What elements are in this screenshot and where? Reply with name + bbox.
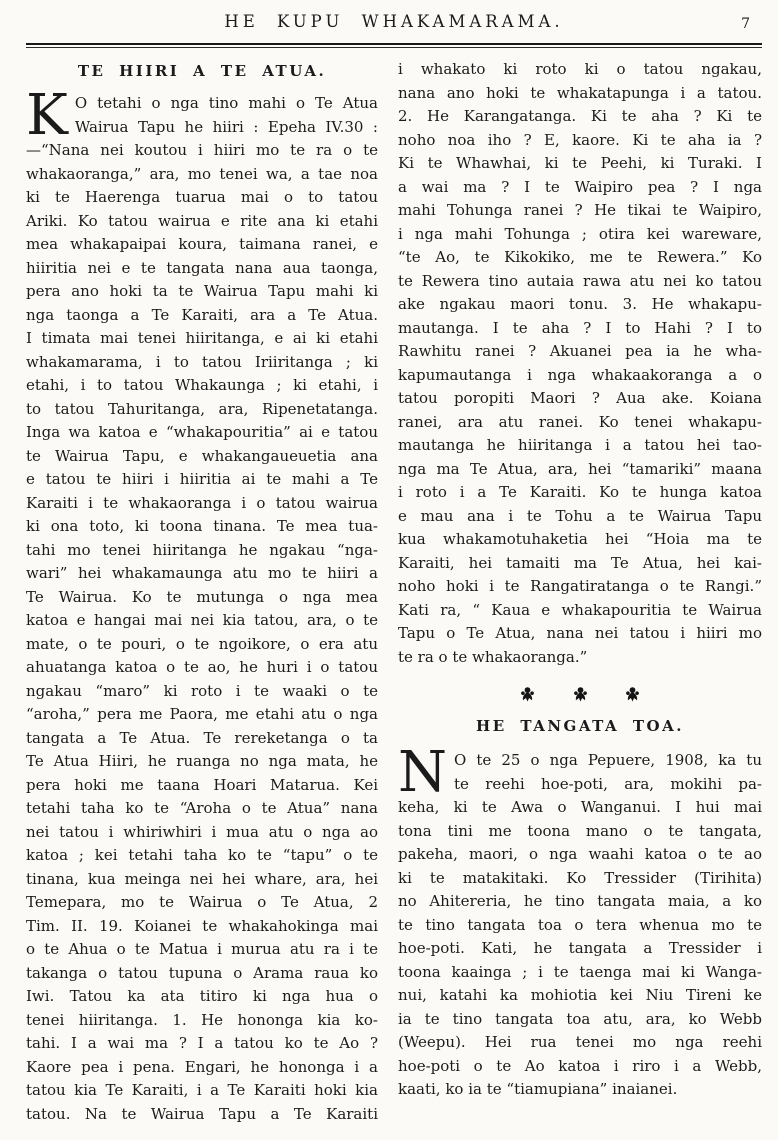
text-line: takanga o tatou tupuna o Arama raua ko (26, 963, 378, 982)
text-line: nei tatou i whiriwhiri i mua atu o nga ao (26, 822, 378, 841)
text-line: ahuatanga katoa o te ao, he huri i o tatou (26, 658, 378, 676)
text-line: 2. He Karangatanga. Ki te aha ? Ki te (398, 107, 762, 125)
text-line: ia te tino tangata toa atu, ara, ko Webb (398, 1009, 762, 1028)
right-column-article1-lines (398, 58, 762, 669)
right-column (398, 58, 762, 1126)
text-line: noho noa iho ? E, kaore. Ki te aha ia ? (398, 130, 762, 149)
text-line: kapumautanga i nga whakaakoranga a o (398, 365, 762, 384)
article-body-te-hiiri (26, 83, 378, 1126)
text-line: tona tini me toona mano o te tangata, (398, 821, 762, 840)
two-column-body (26, 58, 762, 1126)
text-line: tangata a Te Atua. Te rereketanga o ta (26, 728, 378, 747)
text-line: Iwi. Tatou ka ata titiro ki nga hua o (26, 987, 378, 1005)
text-line: katoa e hangai mai nei kia tatou, ara, o te (26, 611, 378, 629)
text-line: Te Atua Hiiri, he ruanga no nga mata, he (26, 752, 378, 770)
text-line: Kaore pea i pena. Engari, he hononga i a (26, 1057, 378, 1076)
text-line: mate, o te pouri, o te ngoikore, o era atu (26, 634, 378, 653)
text-line: e mau ana i te Tohu a te Wairua Tapu (398, 506, 762, 525)
text-line: te tino tangata toa o tera whenua mo te (398, 915, 762, 934)
text-line: noho hoki i te Rangatiratanga o te Rangi.” (398, 577, 762, 595)
text-line: te reehi hoe-poti, ara, mokihi pa- (454, 774, 762, 793)
text-line: ki te matakitaki. Ko Tressider (Tirihita) (398, 868, 762, 887)
fleuron-ornament-icon (519, 686, 536, 705)
text-line: pera ano hoki ta te Wairua Tapu mahi ki (26, 282, 378, 300)
text-line: etahi, i to tatou Whakaunga ; ki etahi, i (26, 376, 378, 394)
text-line: i nga mahi Tohunga ; otira kei wareware, (398, 224, 762, 243)
text-line: Karaiti, hei tamaiti ma Te Atua, hei kai- (398, 553, 762, 572)
text-line: nga taonga a Te Karaiti, ara a Te Atua. (26, 305, 378, 324)
text-line: nui, katahi ka mohiotia kei Niu Tireni ke (398, 986, 762, 1004)
text-line: hoe-poti o te Ao katoa i riro i a Webb, (398, 1056, 762, 1075)
text-line: Ki te Whawhai, ki te Peehi, ki Turaki. I (398, 154, 762, 172)
text-line: i roto i a Te Karaiti. Ko te hunga katoa (398, 483, 762, 501)
drop-cap-k: K (26, 83, 68, 148)
text-line: kaati, ko ia te “tiamupiana” inaianei. (398, 1080, 678, 1098)
text-line: kua whakamotuhaketia hei “Hoia ma te (398, 530, 762, 548)
text-line: whakamarama, i to tatou Iriiritanga ; ki (26, 352, 378, 371)
page-title: HE KUPU WHAKAMARAMA. (224, 12, 564, 31)
text-line: Inga wa katoa e “whakapouritia” ai e tatou (26, 423, 378, 441)
text-line: ake ngakau maori tonu. 3. He whakapu- (398, 295, 762, 313)
text-line: tatou. Na te Wairua Tapu a Te Karaiti (26, 1104, 378, 1123)
text-line: te ra o te whakaoranga.” (398, 647, 588, 666)
left-column (26, 58, 378, 1126)
text-line: I timata mai tenei hiiritanga, e ai ki etahi (26, 329, 378, 347)
article-body-te-hiiri-continued (398, 58, 762, 669)
text-line: mahi Tohunga ranei ? He tikai te Waipiro, (398, 201, 762, 219)
text-line: O te 25 o nga Pepuere, 1908, ka tu (454, 751, 762, 769)
fleuron-ornament-icon (572, 686, 589, 705)
text-line: O tetahi o nga tino mahi o Te Atua (74, 94, 378, 112)
text-line: tenei hiiritanga. 1. He hononga kia ko- (26, 1010, 378, 1029)
text-line: Karaiti i te whakaoranga i o tatou wairua (26, 493, 378, 512)
right-column-article2-lines (398, 740, 762, 1102)
page-number: 7 (741, 16, 750, 32)
text-line: mautanga. I te aha ? I to Hahi ? I to (398, 318, 762, 337)
text-line: tinana, kua meinga nei hei whare, ara, hei (26, 869, 378, 888)
text-line: ranei, ara atu ranei. Ko tenei whakapu- (398, 412, 762, 431)
text-line: i whakato ki roto ki o tatou ngakau, (398, 60, 762, 78)
fleuron-ornament-icon (624, 686, 641, 705)
text-line: Te Wairua. Ko te mutunga o nga mea (26, 587, 378, 606)
text-line: Tim. II. 19. Koianei te whakahokinga mai (26, 916, 378, 935)
text-line: tatou poropiti Maori ? Aua ake. Koiana (398, 389, 762, 407)
text-line: pakeha, maori, o nga waahi katoa o te ao (398, 845, 762, 863)
text-line: (Weepu). Hei rua tenei mo nga reehi (398, 1033, 762, 1051)
header-rule (26, 43, 762, 48)
left-column-lines (26, 83, 378, 1126)
text-line: ngakau “maro” ki roto i te waaki o te (26, 681, 378, 700)
article-heading-te-hiiri-a-te-atua: TE HIIRI A TE ATUA. (77, 62, 327, 80)
text-line: keha, ki te Awa o Wanganui. I hui mai (398, 798, 762, 816)
text-line: nana ano hoki te whakatapunga i a tatou. (398, 83, 762, 102)
text-line: whakaoranga,” ara, mo tenei wa, a tae noa (26, 164, 378, 183)
text-line: a wai ma ? I te Waipiro pea ? I nga (398, 177, 762, 196)
text-line: pera hoki me taana Hoari Matarua. Kei (26, 775, 378, 794)
header-rule-thick (26, 43, 762, 45)
text-line: Tapu o Te Atua, nana nei tatou i hiiri mo (398, 624, 762, 642)
text-line: “aroha,” pera me Paora, me etahi atu o nga (26, 705, 378, 723)
text-line: mautanga he hiiritanga i a tatou hei tao- (398, 436, 762, 454)
text-line: ki te Haerenga tuarua mai o to tatou (26, 188, 378, 206)
text-line: tahi. I a wai ma ? I a tatou ko te Ao ? (26, 1034, 378, 1052)
text-line: hiiritia nei e te tangata nana aua taonga, (26, 258, 378, 277)
drop-cap-n: N (398, 740, 447, 805)
text-line: toona kaainga ; i te taenga mai ki Wanga- (398, 962, 762, 981)
text-line: hoe-poti. Kati, he tangata a Tressider i (398, 939, 762, 957)
text-line: tatou kia Te Karaiti, i a Te Karaiti hoki kia (26, 1081, 378, 1099)
ornament-row (398, 685, 762, 707)
text-line: “te Ao, te Kikokiko, me te Rewera.” Ko (398, 248, 762, 266)
text-line: Temepara, mo te Wairua o Te Atua, 2 (26, 893, 378, 911)
text-line: to tatou Tahuritanga, ara, Ripenetatanga. (26, 399, 378, 418)
text-line: Ariki. Ko tatou wairua e rite ana ki etahi (26, 211, 378, 230)
text-line: te Wairua Tapu, e whakangaueuetia ana (26, 446, 378, 465)
article-heading-he-tangata-toa: HE TANGATA TOA. (476, 717, 684, 735)
text-line: Rawhitu ranei ? Akuanei pea ia he wha- (398, 342, 762, 360)
text-line: o te Ahua o te Matua i murua atu ra i te (26, 940, 378, 958)
text-line: wari” hei whakamaunga atu mo te hiiri a (26, 564, 378, 582)
page-header (26, 10, 762, 38)
text-line: te Rewera tino autaia rawa atu nei ko tatou (398, 271, 762, 290)
text-line: katoa ; kei tetahi taha ko te “tapu” o te (26, 846, 378, 864)
text-line: e tatou te hiiri i hiiritia ai te mahi a Te (26, 470, 378, 488)
text-line: tahi mo tenei hiiritanga he ngakau “nga- (26, 540, 378, 559)
text-line: Kati ra, “ Kaua e whakapouritia te Wairua (398, 600, 762, 619)
text-line: nga ma Te Atua, ara, hei “tamariki” maana (398, 459, 762, 478)
header-rule-thin (26, 47, 762, 48)
text-line: mea whakapaipai koura, taimana ranei, e (26, 235, 378, 253)
article-body-he-tangata-toa (398, 740, 762, 1102)
text-line: —“Nana nei koutou i hiiri mo te ra o te (26, 141, 378, 159)
text-line: no Ahitereria, he tino tangata maia, a ko (398, 892, 762, 910)
text-line: ki ona toto, ki toona tinana. Te mea tua- (26, 517, 378, 535)
text-line: tetahi taha ko te “Aroha o te Atua” nana (26, 799, 378, 817)
text-line: Wairua Tapu he hiiri : Epeha IV.30 : (74, 117, 378, 136)
